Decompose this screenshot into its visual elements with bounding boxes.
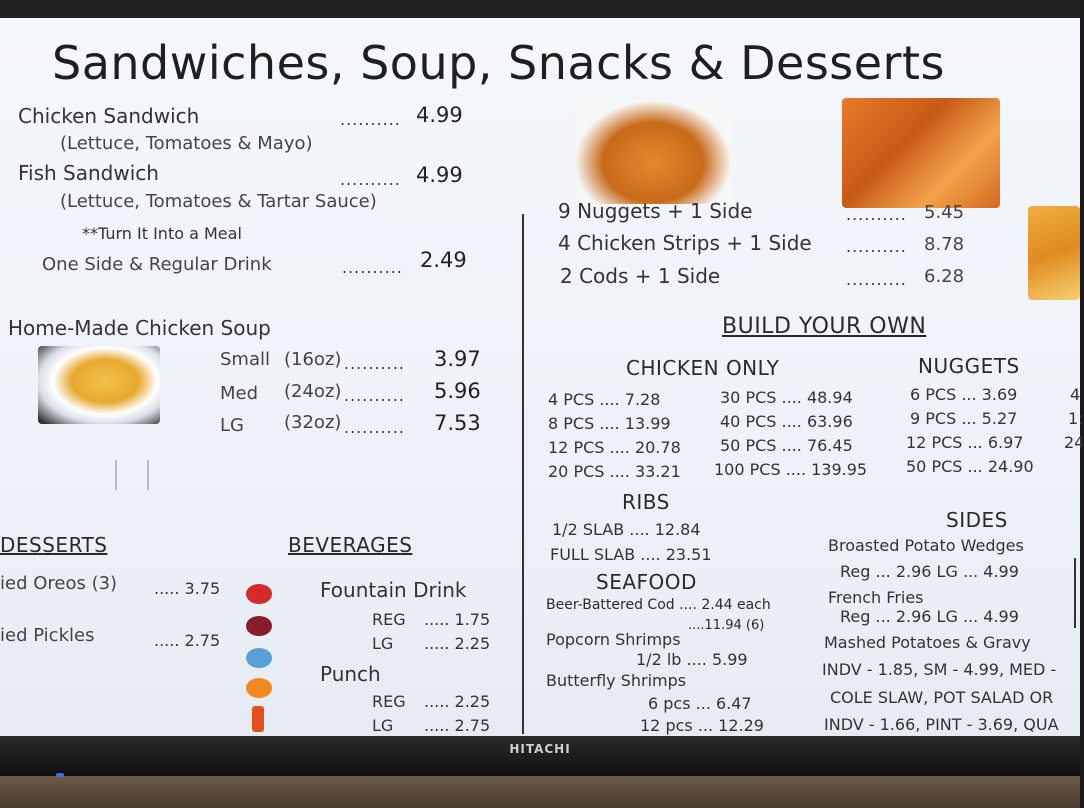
soup-size-label: LG (220, 415, 244, 436)
punch-logo-icon (246, 678, 272, 698)
beverages-title: BEVERAGES (288, 533, 413, 557)
side-dish-image (1028, 206, 1080, 300)
fish-sandwich-desc: (Lettuce, Tomatoes & Tartar Sauce) (60, 191, 377, 212)
soup-size-oz: (24oz) (284, 381, 342, 402)
fanta-logo-icon (246, 648, 272, 668)
ribs-row: FULL SLAB .... 23.51 (550, 545, 712, 564)
sides-title: SIDES (946, 508, 1008, 532)
seafood-popcorn-row: 1/2 lb .... 5.99 (636, 650, 748, 669)
sides-item: COLE SLAW, POT SALAD OR (830, 688, 1054, 707)
ribs-row: 1/2 SLAB .... 12.84 (552, 520, 701, 539)
chicken-only-title: CHICKEN ONLY (626, 356, 780, 380)
desserts-title: DESSERTS (0, 533, 108, 557)
cut-off-text: 24 (1064, 433, 1084, 452)
chicken-only-row: 100 PCS .... 139.95 (714, 460, 868, 479)
nuggets-image (574, 100, 732, 204)
seafood-popcorn: Popcorn Shrimps (546, 630, 681, 649)
punch-title: Punch (320, 662, 381, 686)
fountain-drink-title: Fountain Drink (320, 578, 467, 602)
seafood-butterfly: Butterfly Shrimps (546, 671, 687, 690)
beverage-price: ..... 2.25 (424, 634, 491, 653)
combo-name: 4 Chicken Strips + 1 Side (558, 231, 812, 255)
faded-graphic (115, 460, 149, 490)
dessert-item: ied Pickles (0, 625, 95, 646)
sides-item: Broasted Potato Wedges (828, 536, 1024, 555)
dots: .......... (846, 237, 907, 256)
seafood-cod: Beer-Battered Cod .... 2.44 each (546, 597, 771, 613)
soup-size-oz: (32oz) (284, 412, 342, 433)
chicken-only-row: 30 PCS .... 48.94 (720, 388, 853, 407)
soup-size-oz: (16oz) (284, 349, 342, 370)
dots: .......... (342, 258, 403, 277)
cut-off-text: 1: (1068, 409, 1084, 428)
combo-name: 9 Nuggets + 1 Side (558, 199, 753, 223)
seafood-butterfly-row: 6 pcs ... 6.47 (648, 694, 752, 713)
chicken-strips-image (842, 98, 1000, 208)
combo-price: 8.78 (924, 234, 965, 255)
fish-sandwich-name: Fish Sandwich (18, 161, 159, 185)
meal-note: **Turn It Into a Meal (82, 224, 242, 243)
nuggets-row: 12 PCS ... 6.97 (906, 433, 1024, 452)
soup-lg-price: 7.53 (434, 411, 481, 435)
nuggets-row: 50 PCS ... 24.90 (906, 457, 1034, 476)
beverage-price: ..... 2.25 (424, 692, 491, 711)
ribs-title: RIBS (622, 490, 670, 514)
meal-price: 2.49 (420, 248, 467, 272)
beverage-size: LG (372, 634, 394, 653)
beverage-size: REG (372, 610, 406, 629)
nuggets-row: 9 PCS ... 5.27 (910, 409, 1018, 428)
beverage-price: ..... 2.75 (424, 716, 491, 735)
combo-price: 5.45 (924, 202, 965, 223)
soup-size-label: Med (220, 383, 259, 404)
seafood-cod-six: ....11.94 (6) (688, 618, 765, 633)
soup-size-label: Small (220, 349, 270, 370)
menu-title: Sandwiches, Soup, Snacks & Desserts (52, 36, 945, 90)
soup-title: Home-Made Chicken Soup (8, 316, 271, 340)
nuggets-row: 6 PCS ... 3.69 (910, 385, 1018, 404)
chicken-sandwich-desc: (Lettuce, Tomatoes & Mayo) (60, 133, 313, 154)
dots: .......... (846, 270, 907, 289)
dots: .......... (340, 110, 401, 129)
soup-small-price: 3.97 (434, 347, 481, 371)
soup-med-price: 5.96 (434, 379, 481, 403)
beverage-size: REG (372, 692, 406, 711)
nuggets-title: NUGGETS (918, 354, 1020, 378)
meal-label: One Side & Regular Drink (42, 254, 272, 275)
power-led-icon (56, 773, 64, 777)
fish-sandwich-price: 4.99 (416, 163, 463, 187)
sides-row: INDV - 1.66, PINT - 3.69, QUA (824, 715, 1059, 734)
seafood-title: SEAFOOD (596, 570, 697, 594)
beverage-size: LG (372, 716, 394, 735)
chicken-only-row: 50 PCS .... 76.45 (720, 436, 853, 455)
sides-row: Reg ... 2.96 LG ... 4.99 (840, 562, 1019, 581)
chicken-only-row: 40 PCS .... 63.96 (720, 412, 853, 431)
punch-bottle-icon (252, 706, 264, 732)
combo-price: 6.28 (924, 266, 965, 287)
soup-bowl-image (38, 346, 160, 424)
chicken-sandwich-name: Chicken Sandwich (18, 104, 200, 128)
chicken-only-row: 20 PCS .... 33.21 (548, 462, 681, 481)
tv-brand-logo: HITACHI (509, 742, 571, 756)
dots: .......... (344, 418, 405, 437)
beverage-price: ..... 1.75 (424, 610, 491, 629)
menu-screen (0, 18, 1084, 736)
chicken-sandwich-price: 4.99 (416, 103, 463, 127)
seafood-butterfly-row: 12 pcs ... 12.29 (640, 716, 764, 735)
combo-name: 2 Cods + 1 Side (560, 264, 721, 288)
sides-row: Reg ... 2.96 LG ... 4.99 (840, 607, 1019, 626)
dessert-item: ied Oreos (3) (0, 573, 118, 594)
dots: .......... (340, 170, 401, 189)
dots: .......... (344, 354, 405, 373)
chicken-only-row: 8 PCS .... 13.99 (548, 414, 671, 433)
dessert-price: ..... 2.75 (154, 631, 221, 650)
build-your-own-title: BUILD YOUR OWN (722, 314, 927, 339)
column-divider (522, 214, 524, 734)
chicken-only-row: 12 PCS .... 20.78 (548, 438, 681, 457)
sides-item: French Fries (828, 588, 924, 607)
shelf (0, 776, 1080, 808)
dr-pepper-logo-icon (246, 616, 272, 636)
dots: .......... (846, 205, 907, 224)
coca-cola-logo-icon (246, 584, 272, 604)
sides-item: Mashed Potatoes & Gravy (824, 633, 1031, 652)
chicken-only-row: 4 PCS .... 7.28 (548, 390, 661, 409)
right-divider (1074, 558, 1076, 628)
dessert-price: ..... 3.75 (154, 579, 221, 598)
dots: .......... (344, 386, 405, 405)
cut-off-text: 4 (1070, 385, 1081, 404)
sides-row: INDV - 1.85, SM - 4.99, MED - (822, 660, 1057, 679)
